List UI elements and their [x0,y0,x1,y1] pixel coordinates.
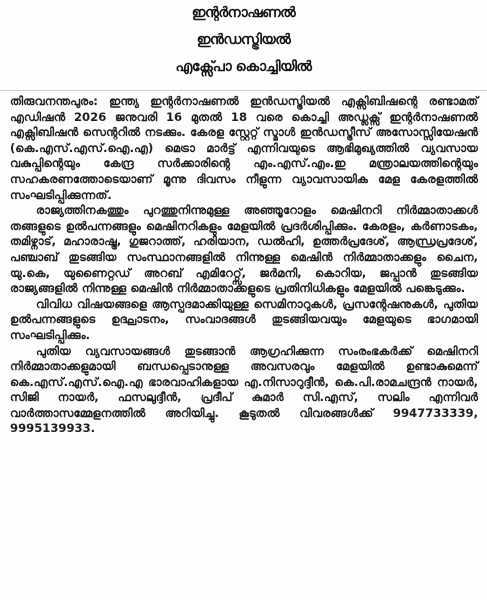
headline-line-2: ഇൻഡസ്ട്രിയൽ [196,32,291,48]
article-paragraph-1: തിരുവനന്തപുരം: ഇന്ത്യ ഇന്റർനാഷണൽ ഇൻഡസ്ട്രിയൽ എക്സിബിഷന്റെ രണ്ടാമത് എഡിഷൻ 2026 ജനുവരി 16 മുതൽ 18 വരെ കൊച്ചി അഡ്ലക്സ് ഇന്റർനാഷണൽ എക്സിബിഷൻ സെന്ററിൽ നടക്കും. കേരള സ്റ്റേറ്റ് സ്മാൾ ഇൻഡസ്ട്രീസ് അസോസ്സിയേഷൻ (കെ.എസ്.എസ്.ഐ.എ) മെട്രാ മാർട്ട് എന്നിവയുടെ ആഭിമുഖ്യത്തിൽ വ്യവസായ വകുപ്പിന്റെയും കേന്ദ്ര സർക്കാരിന്റെ എം.എസ്.എം.ഇ മന്ത്രാലയത്തിന്റെയും സഹകരണത്തോടെയാണ് മൂന്നു ദിവസം നീളുന്ന വ്യാവസായിക മേള കേരളത്തിൽ സംഘടിപ്പിക്കുന്നത്. [10,94,478,202]
article-body [10,94,478,437]
article-paragraph-3: വിവിധ വിഷയങ്ങളെ ആസ്പദമാക്കിയുള്ള സെമിനാറുകൾ, പ്രസന്റേഷനുകൾ, പുതിയ ഉൽപന്നങ്ങളുടെ ഉദ്ഘാടനം, സംവാദങ്ങൾ തുടങ്ങിയവയും മേളയുടെ ഭാഗമായി സംഘടിപ്പിക്കും. [10,296,478,342]
headline-divider [0,90,487,91]
headline-line-1: ഇന്റർനാഷണൽ [191,5,296,21]
article-paragraph-4: പുതിയ വ്യവസായങ്ങൾ തുടങ്ങാൻ ആഗ്രഹിക്കുന്ന സംരംഭകർക്ക് മെഷിനറി നിർമ്മാതാക്കളുമായി ബന്ധപ്പെടാനുള്ള അവസരവും മേളയിൽ ഉണ്ടാകുമെന്ന് കെ.എസ്.എസ്.ഐ.എ ഭാരവാഹികളായ എ.നിസാറുദ്ദീൻ, കെ.പി.രാമചന്ദ്രൻ നായർ, സിജി നായർ, ഫസലുദ്ദീൻ, പ്രദീപ് കുമാർ സി.എസ്, സലിം എന്നിവർ വാർത്താസമ്മേളനത്തിൽ അറിയിച്ചു. കൂടുതൽ വിവരങ്ങൾക്ക് 9947733339, 9995139933. [10,343,478,436]
headline-line-3: എക്സ്പോ കൊച്ചിയിൽ [175,59,312,75]
article-paragraph-2: രാജ്യത്തിനകത്തും പുറത്തുനിന്നുമുള്ള അഞ്ഞൂറോളം മെഷിനറി നിർമ്മാതാക്കൾ തങ്ങളുടെ ഉൽപന്നങ്ങളും മെഷിനറികളും മേളയിൽ പ്രദർശിപ്പിക്കും. കേരളം, കർണാടകം, തമിഴ്നാട്, മഹാരാഷ്ട്ര, ഗുജറാത്ത്, ഹരിയാന, ഡൽഹി, ഉത്തർപ്രദേശ്, ആന്ധ്രപ്രദേശ്, പഞ്ചാബ് തുടങ്ങിയ സംസ്ഥാനങ്ങളിൽ നിന്നുള്ള മെഷിൻ നിർമ്മാതാക്കളും ചൈന, യു.കെ, യുണൈറ്റഡ് അറബ് എമിറേറ്റ്സ്, ജർമനി, കൊറിയ, ജപ്പാൻ തുടങ്ങിയ രാജ്യങ്ങളിൽ നിന്നുള്ള മെഷിൻ നിർമ്മാതാക്കളുടെ പ്രതിനിധികളും മേളയിൽ പങ്കെടുക്കും. [10,203,478,296]
